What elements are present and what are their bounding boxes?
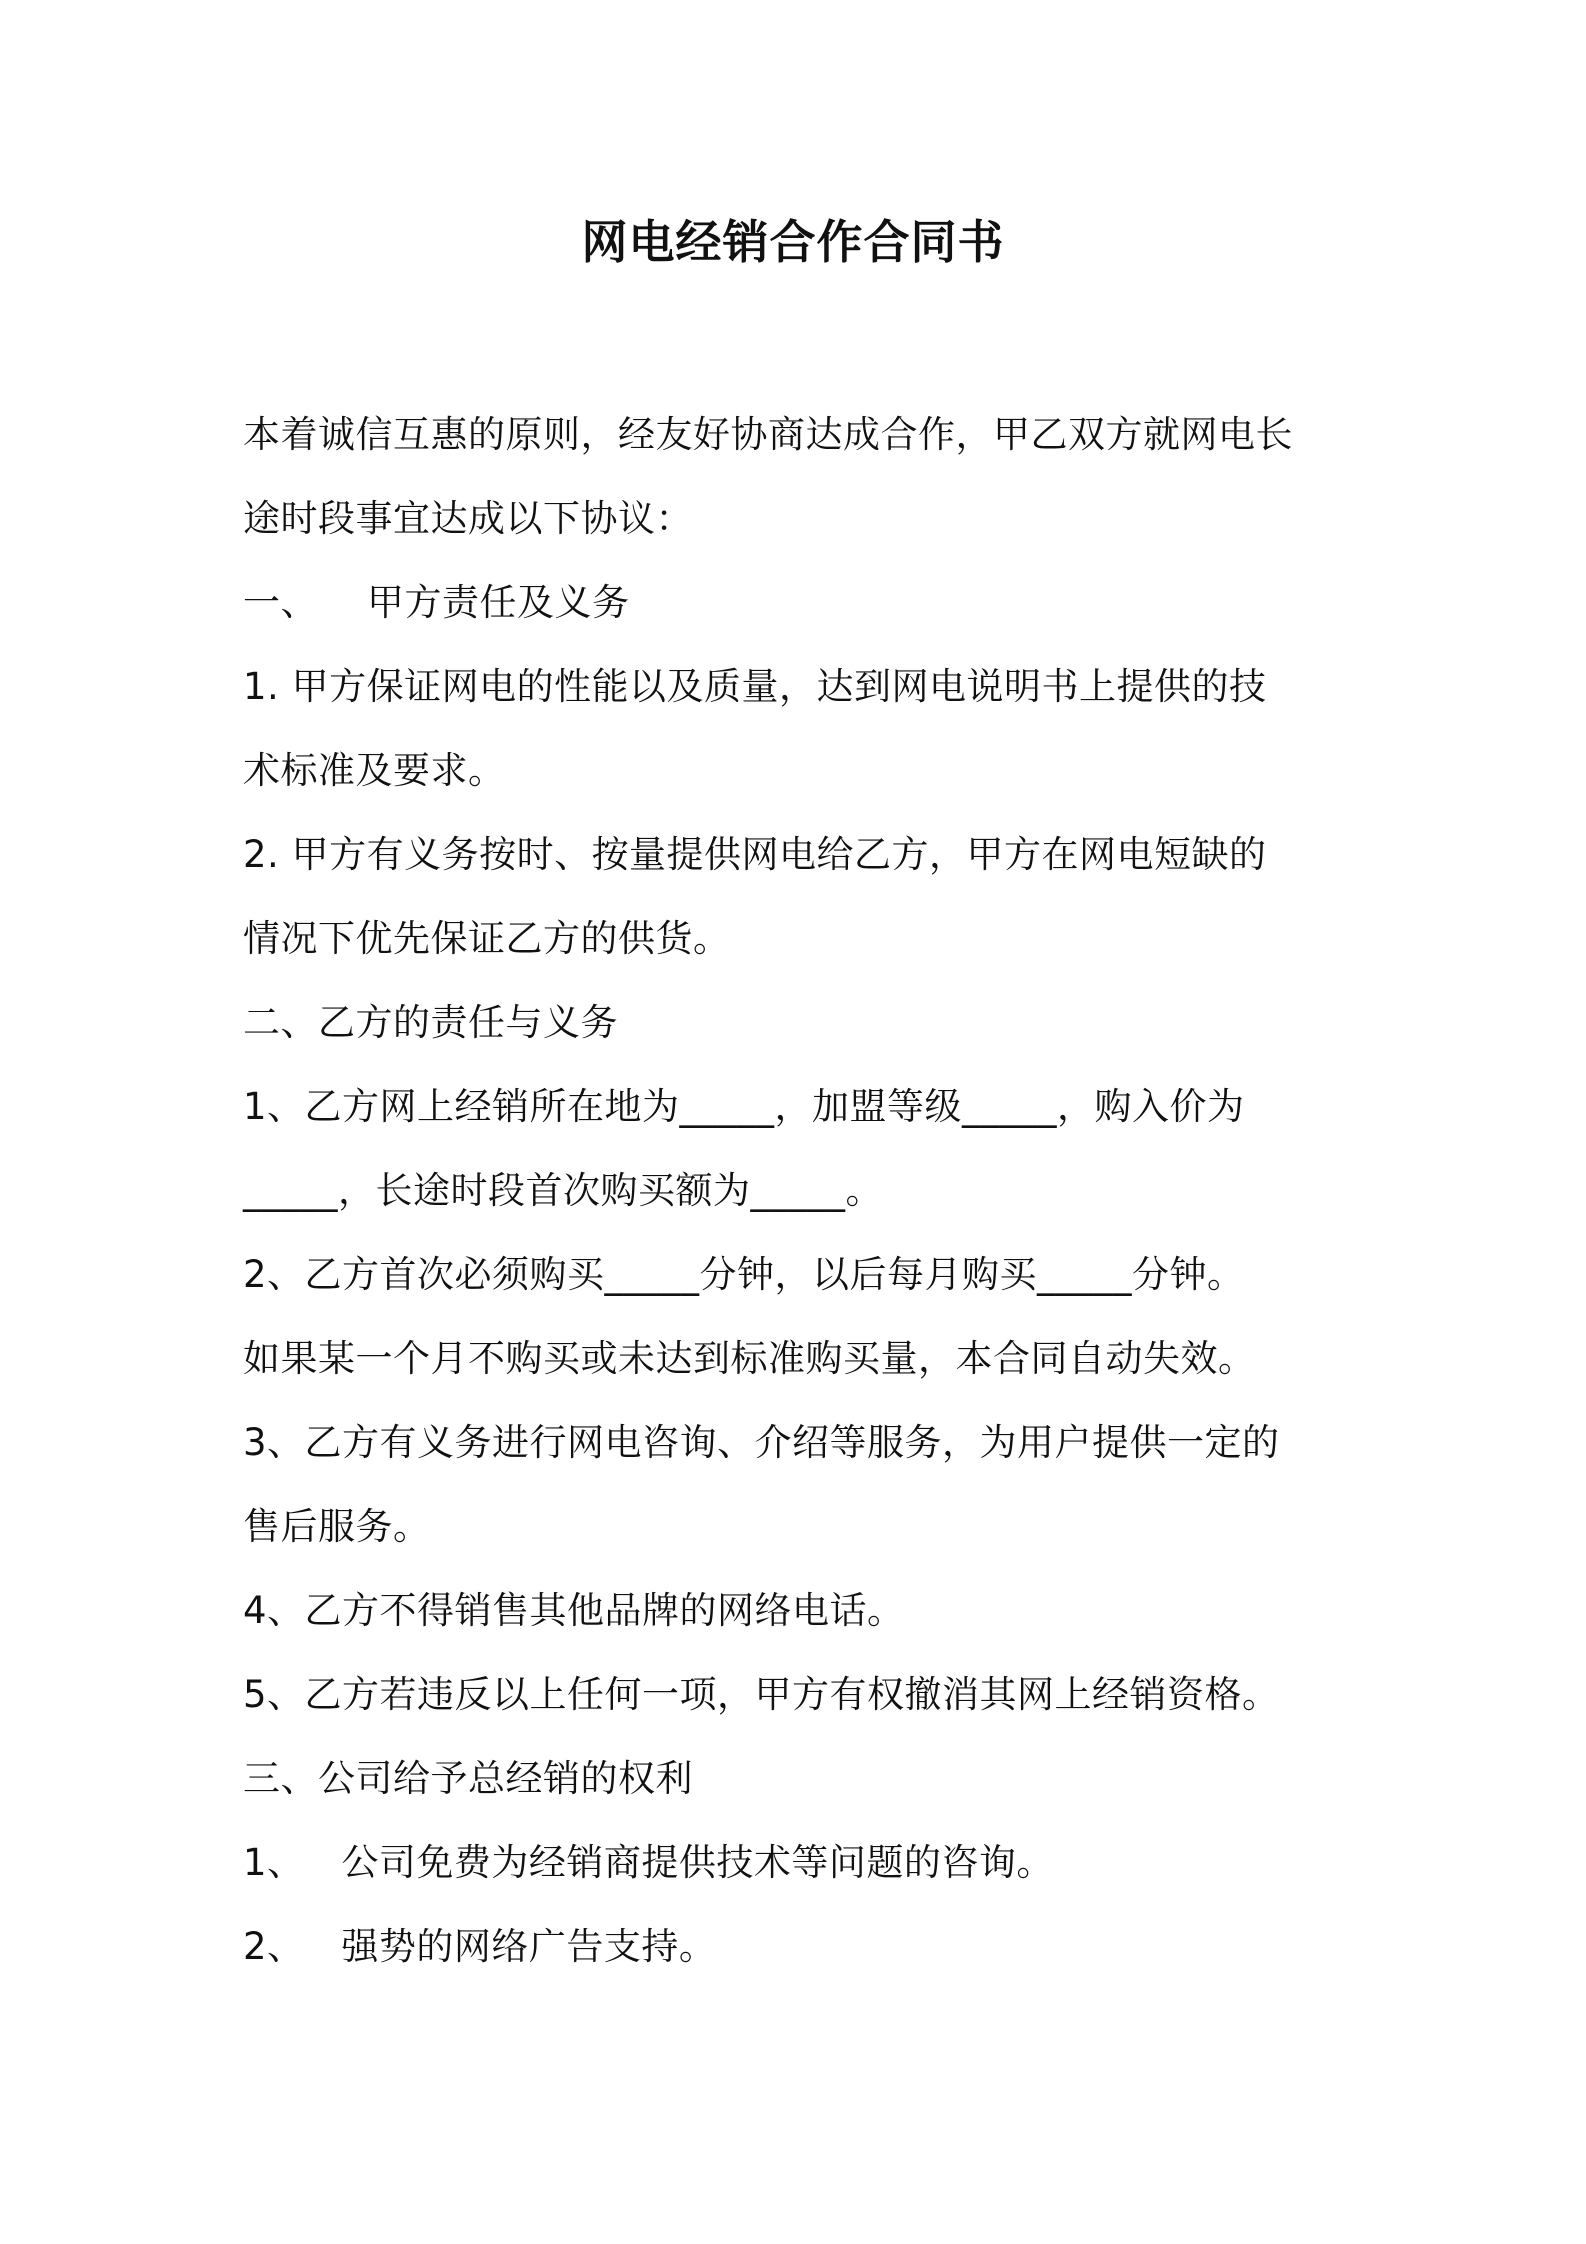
clause-2-1-line-2: _____，长途时段首次购买额为_____。	[243, 1169, 883, 1212]
clause-3-2: 2、 强势的网络广告支持。	[243, 1925, 717, 1968]
clause-2-2-line-1: 2、乙方首次必须购买_____分钟，以后每月购买_____分钟。	[243, 1253, 1245, 1296]
clause-1-2-line-2: 情况下优先保证乙方的供货。	[243, 917, 731, 960]
clause-2-4: 4、乙方不得销售其他品牌的网络电话。	[243, 1589, 905, 1632]
clause-1-1-line-1: 1. 甲方保证网电的性能以及质量，达到网电说明书上提供的技	[243, 665, 1267, 708]
section-heading-2: 二、乙方的责任与义务	[243, 1001, 618, 1044]
clause-2-2-line-2: 如果某一个月不购买或未达到标准购买量，本合同自动失效。	[243, 1337, 1256, 1380]
paragraph-intro-line-1: 本着诚信互惠的原则，经友好协商达成合作，甲乙双方就网电长	[243, 413, 1293, 456]
clause-2-3-line-1: 3、乙方有义务进行网电咨询、介绍等服务，为用户提供一定的	[243, 1421, 1280, 1464]
document-title: 网电经销合作合同书	[581, 215, 1005, 269]
section-heading-1: 一、 甲方责任及义务	[243, 581, 630, 624]
clause-2-3-line-2: 售后服务。	[243, 1505, 431, 1548]
paragraph-intro-line-2: 途时段事宜达成以下协议：	[243, 497, 693, 540]
clause-3-1: 1、 公司免费为经销商提供技术等问题的咨询。	[243, 1841, 1054, 1884]
clause-2-1-line-1: 1、乙方网上经销所在地为_____，加盟等级_____，购入价为	[243, 1085, 1245, 1128]
clause-1-2-line-1: 2. 甲方有义务按时、按量提供网电给乙方，甲方在网电短缺的	[243, 833, 1267, 876]
clause-1-1-line-2: 术标准及要求。	[243, 749, 506, 792]
clause-2-5: 5、乙方若违反以上任何一项，甲方有权撤消其网上经销资格。	[243, 1673, 1280, 1716]
section-heading-3: 三、公司给予总经销的权利	[243, 1757, 693, 1800]
